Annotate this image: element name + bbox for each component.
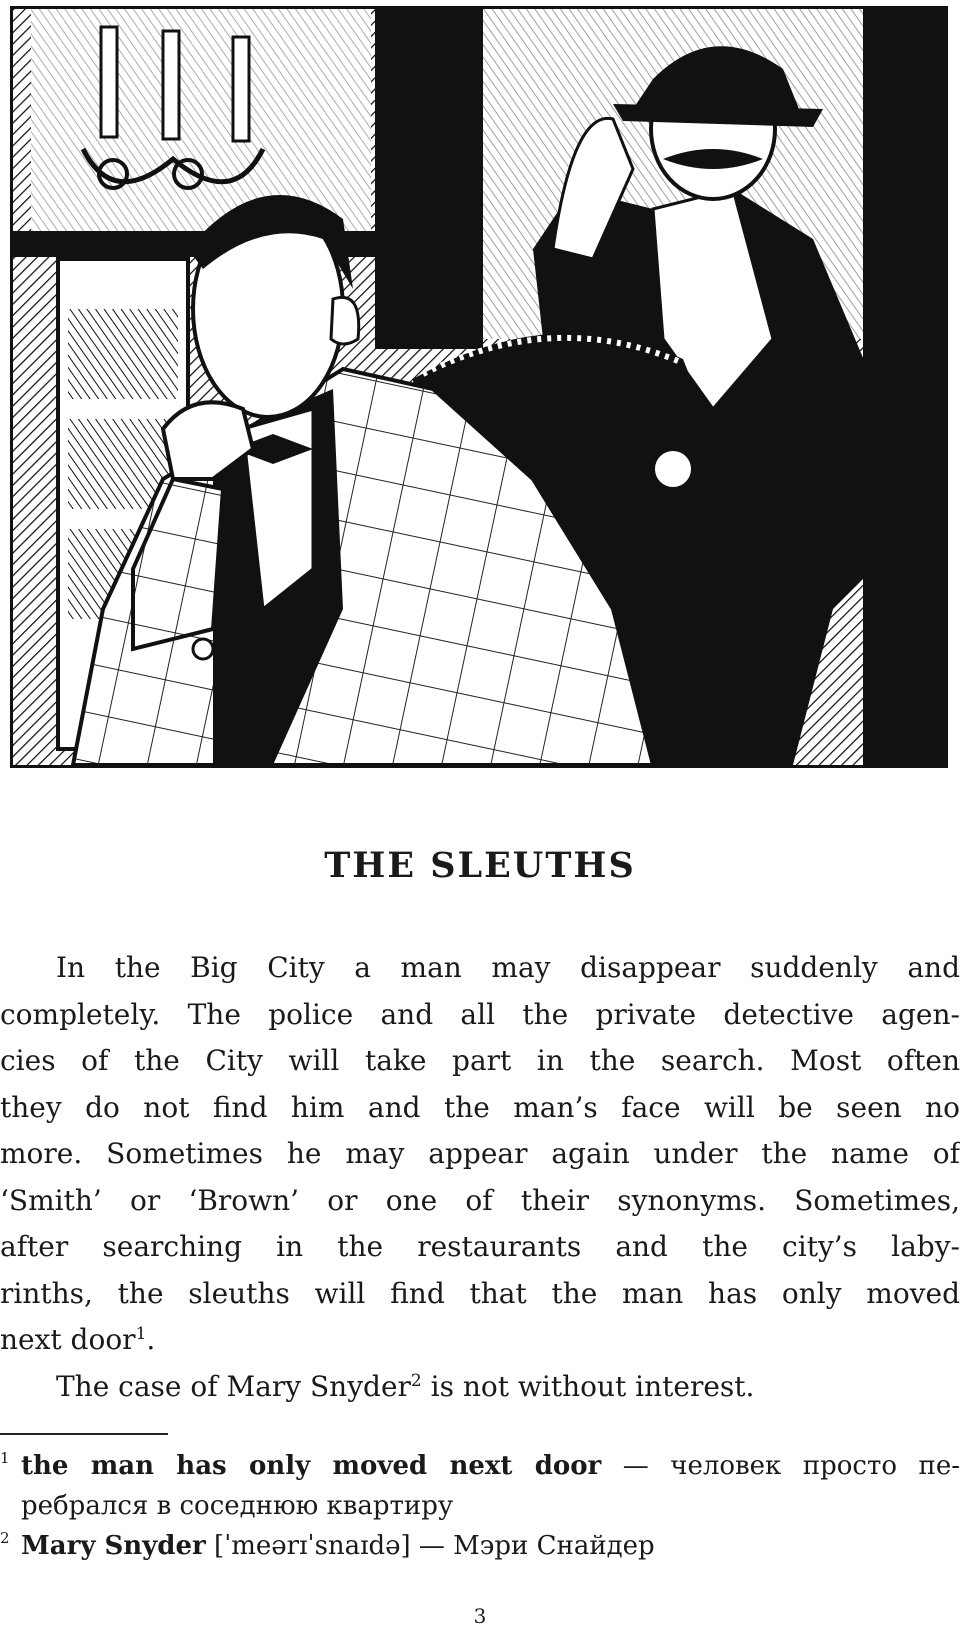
footnote-translation: — человек просто пе- [601, 1451, 960, 1481]
paragraph-line: ‘Smith’ or ‘Brown’ or one of their synonyms. Sometimes, [0, 1183, 960, 1217]
paragraph-line: after searching in the restaurants and the city’s laby- [0, 1230, 960, 1263]
paragraph-line-punct: . [146, 1323, 156, 1356]
footnote-reference[interactable]: 2 [410, 1370, 422, 1391]
paragraph-line [0, 1364, 960, 1411]
footnote-number: 1 [0, 1449, 10, 1467]
paragraph-line: they do not find him and the man’s face will be seen no [0, 1090, 960, 1124]
footnote-line [21, 1526, 960, 1566]
footnote-divider [0, 1433, 168, 1435]
footnote-number: 2 [0, 1529, 10, 1547]
paragraph-text: The case of Mary Snyder [56, 1369, 411, 1403]
illustration [10, 6, 948, 768]
footnote-reference[interactable]: 1 [135, 1324, 147, 1344]
chapter-title: THE SLEUTHS [324, 845, 636, 886]
paragraph-line: rinths, the sleuths will find that the man has only moved [0, 1276, 960, 1310]
footnote-translation: [ˈmeərɪˈsnaɪdə] — Мэри Снайдер [205, 1531, 655, 1561]
paragraph-line: completely. The police and all the private detective agen- [0, 997, 960, 1031]
footnote-line: ребрался в соседнюю квартиру [21, 1491, 454, 1521]
footnote [0, 1446, 960, 1526]
paragraph-text: is not without interest. [421, 1369, 755, 1403]
footnote-line [21, 1446, 960, 1486]
paragraph-line: cies of the City will take part in the search. Most often [0, 1044, 960, 1077]
paragraph-line: In the Big City a man may disappear suddenly and [56, 951, 960, 984]
body-text [0, 945, 960, 1410]
page-number: 3 [473, 1604, 487, 1628]
paragraph-line-text: next door [0, 1323, 136, 1356]
footnotes [0, 1446, 960, 1566]
footnote [0, 1526, 960, 1566]
engraving-illustration-icon [13, 9, 945, 765]
footnote-term: Mary Snyder [21, 1531, 206, 1561]
footnote-term: the man has only moved next door [21, 1451, 602, 1481]
paragraph-line: more. Sometimes he may appear again under the name of [0, 1137, 960, 1170]
paragraph-line [0, 1317, 960, 1364]
